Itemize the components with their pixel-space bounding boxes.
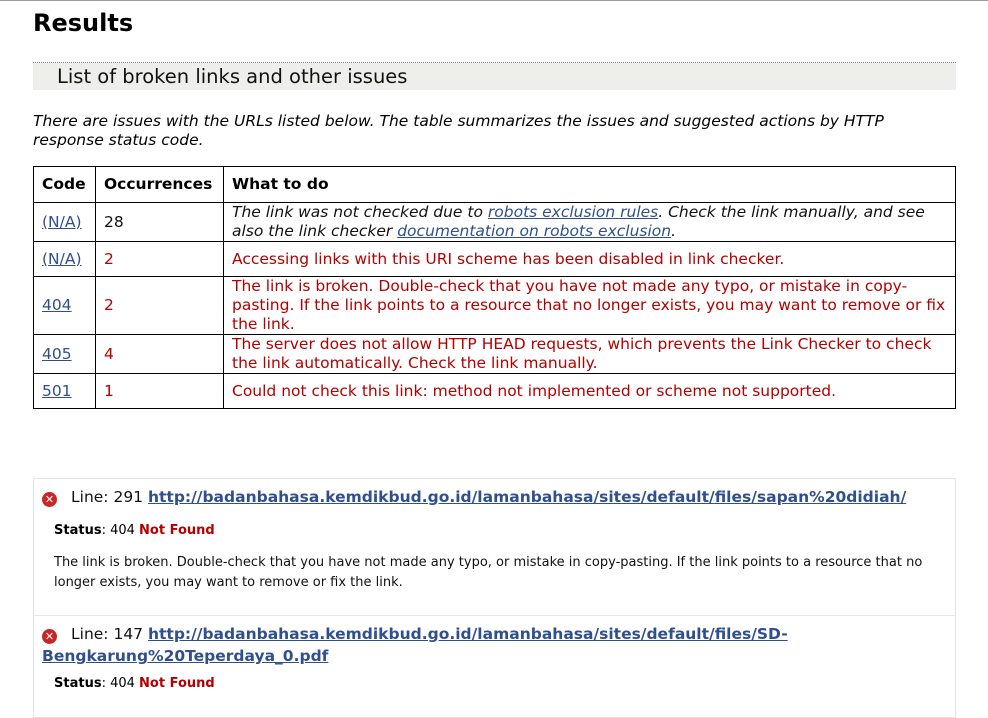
- code-link[interactable]: 501: [42, 381, 72, 400]
- what-to-do-cell: Accessing links with this URI scheme has been disabled in link checker.: [224, 242, 956, 277]
- result-entry: [42, 623, 947, 693]
- result-line: [42, 486, 947, 508]
- code-link[interactable]: 404: [42, 296, 72, 314]
- table-row: [34, 335, 956, 374]
- line-number: Line: 147: [71, 625, 144, 643]
- result-entry: [42, 486, 947, 593]
- what-to-do-cell: The server does not allow HTTP HEAD requests, which prevents the Link Checker to check the link automatically. Check the link manually.: [224, 335, 956, 374]
- status-text: Not Found: [139, 523, 215, 538]
- code-link[interactable]: (N/A): [42, 212, 82, 231]
- header-code: Code: [34, 167, 96, 203]
- code-cell: [34, 277, 96, 335]
- code-link[interactable]: (N/A): [42, 249, 82, 268]
- table-header-row: [34, 167, 956, 203]
- line-number: Line: 291: [71, 488, 144, 506]
- what-to-do-cell: [224, 203, 956, 242]
- occurrences-cell: 28: [96, 203, 224, 242]
- table-row: [34, 242, 956, 277]
- result-description: The link is broken. Double-check that you have not made any typo, or mistake in copy-pasting. If the link points to a resource that no longer exists, you may want to remove or fix the link.: [54, 555, 923, 590]
- section-header: [33, 62, 956, 90]
- result-url-link[interactable]: [42, 625, 788, 665]
- header-what-to-do: What to do: [224, 167, 956, 203]
- status-code: 404: [110, 676, 135, 691]
- page-title: Results: [33, 9, 134, 37]
- results-list: [33, 478, 956, 718]
- occurrences-cell: 2: [96, 242, 224, 277]
- result-divider: [34, 615, 955, 616]
- status-label: Status: [54, 523, 102, 538]
- header-occurrences: Occurrences: [96, 167, 224, 203]
- status-text: Not Found: [139, 676, 215, 691]
- table-row: [34, 203, 956, 242]
- what-to-do-cell: Could not check this link: method not implemented or scheme not supported.: [224, 374, 956, 409]
- table-row: [34, 374, 956, 409]
- top-divider: [0, 0, 988, 1]
- result-url-link[interactable]: http://badanbahasa.kemdikbud.go.id/lamanbahasa/sites/default/files/sapan%20didiah/: [147, 488, 907, 506]
- error-icon: ✕: [42, 629, 57, 644]
- intro-text: There are issues with the URLs listed below. The table summarizes the issues and suggested actions by HTTP response status code.: [33, 112, 884, 149]
- robots-exclusion-rules-link[interactable]: robots exclusion rules: [487, 203, 659, 221]
- status-label: Status: [54, 676, 102, 691]
- what-text: .: [671, 222, 677, 240]
- url-part: Bengkarung%20Teperdaya_0.pdf: [42, 647, 329, 665]
- robots-documentation-link[interactable]: documentation on robots exclusion: [397, 222, 672, 240]
- occurrences-cell: 1: [96, 374, 224, 409]
- code-cell: [34, 335, 96, 374]
- result-line: [42, 623, 947, 667]
- occurrences-cell: 2: [96, 277, 224, 335]
- table-row: [34, 277, 956, 335]
- code-cell: [34, 374, 96, 409]
- status-line: Status: 404 Not Found: [54, 523, 215, 538]
- status-code: 404: [110, 523, 135, 538]
- what-text: . Check the link manually, and see also the link checker: [232, 203, 925, 240]
- what-to-do-cell: The link is broken. Double-check that you have not made any typo, or mistake in copy-pasting. If the link points to a resource that no longer exists, you may want to remove or fix the link.: [224, 277, 956, 335]
- what-text: The link was not checked due to: [232, 203, 488, 221]
- code-cell: [34, 203, 96, 242]
- status-line: Status: 404 Not Found: [54, 676, 215, 691]
- summary-table: [33, 166, 956, 409]
- code-link[interactable]: 405: [42, 344, 72, 363]
- section-title: List of broken links and other issues: [57, 65, 408, 88]
- occurrences-cell: 4: [96, 335, 224, 374]
- error-icon: ✕: [42, 492, 57, 507]
- url-part: http://badanbahasa.kemdikbud.go.id/lamanbahasa/sites/default/files/SD-: [147, 625, 788, 643]
- code-cell: [34, 242, 96, 277]
